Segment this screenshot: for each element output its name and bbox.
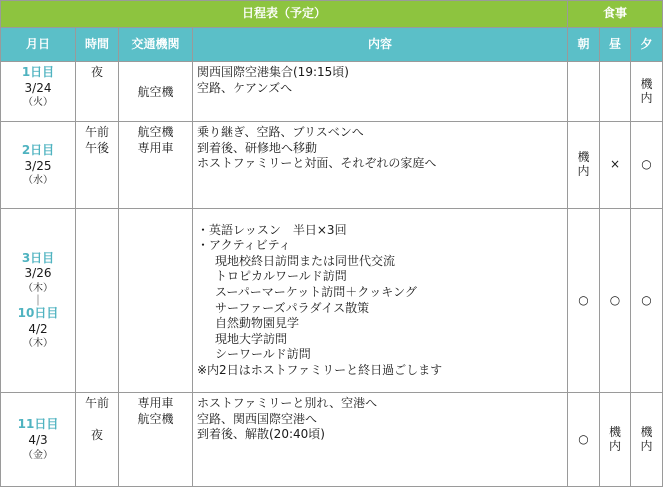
range-separator: ｜ [32, 294, 44, 307]
transport-label: 航空機 [137, 85, 174, 99]
meal-lunch [600, 62, 631, 122]
circle-mark: ○ [641, 292, 652, 307]
circle-mark: ○ [609, 292, 621, 307]
content-cell [193, 62, 568, 122]
meals-title: 食事 [568, 1, 663, 28]
transport-cell [119, 62, 193, 122]
content-line: 自然動物園見学 [215, 316, 300, 331]
time-label: 午後 [84, 140, 109, 155]
content-line: サーファーズパラダイス散策 [215, 300, 370, 315]
transport-label: 航空機 [137, 125, 174, 139]
transport-cell [119, 209, 193, 393]
weekday: （金） [23, 449, 53, 461]
month-day: 4/2 [28, 321, 48, 336]
transport-cell [119, 393, 193, 487]
meal-breakfast: 機内 [568, 122, 600, 209]
circle-mark: ○ [641, 157, 652, 172]
content-line: 現地校終日訪問または同世代交流 [215, 253, 396, 268]
date-cell [1, 209, 76, 393]
date-cell [1, 122, 76, 209]
weekday: （木） [23, 283, 53, 294]
day-label: 11日目 [17, 417, 59, 432]
col-breakfast: 朝 [568, 28, 600, 62]
month-day: 3/25 [24, 158, 52, 173]
month-day: 3/26 [24, 266, 52, 281]
weekday: （木） [23, 338, 53, 350]
time-label: 夜 [90, 427, 103, 442]
transport-label: 専用車 [137, 396, 174, 410]
content-line: ・英語レッスン 半日×3回 [197, 222, 347, 237]
weekday: （火） [23, 97, 53, 109]
meal-dinner: 機内 [631, 393, 663, 487]
col-time: 時間 [76, 28, 119, 62]
meal-dinner [631, 122, 663, 209]
meal-lunch: 機内 [600, 393, 631, 487]
transport-cell [119, 122, 193, 209]
day-label: 1日目 [21, 65, 55, 79]
meal-breakfast [568, 62, 600, 122]
col-lunch: 昼 [600, 28, 631, 62]
content-cell [193, 393, 568, 487]
time-label [76, 412, 118, 422]
day-label: 10日目 [17, 306, 59, 320]
content-line: ※内2日はホストファミリーと終日過ごします [197, 362, 443, 377]
date-cell [1, 393, 76, 487]
date-cell [1, 62, 76, 122]
content-line: ・アクティビティ [197, 238, 291, 253]
table-row [1, 122, 663, 209]
meal-dinner [631, 209, 663, 393]
title-row [1, 1, 663, 28]
time-cell [76, 393, 119, 487]
time-cell [76, 62, 119, 122]
weekday: （水） [23, 175, 53, 187]
table-row [1, 62, 663, 122]
content-cell [193, 122, 568, 209]
day-label: 3日目 [21, 250, 55, 265]
col-dinner: 夕 [631, 28, 663, 62]
content-line: トロピカルワールド訪問 [215, 269, 347, 284]
transport-label [119, 65, 192, 81]
transport-label: 専用車 [137, 140, 174, 155]
content-line: 関西国際空港集合(19:15頃) [197, 65, 349, 79]
content-line: スーパーマーケット訪問＋クッキング [215, 284, 417, 299]
col-date: 月日 [1, 28, 76, 62]
meal-breakfast [568, 393, 600, 487]
col-content: 内容 [193, 28, 568, 62]
content-line: 到着後、解散(20:40頃) [197, 427, 325, 442]
table-row [1, 393, 663, 487]
meal-dinner: 機内 [631, 62, 663, 122]
day-label: 2日目 [21, 142, 55, 157]
schedule-title: 日程表（予定） [1, 1, 568, 28]
table-row [1, 209, 663, 393]
content-line: 空路、ケアンズへ [197, 80, 293, 95]
time-cell [76, 122, 119, 209]
column-header-row [1, 28, 663, 62]
content-line: 現地大学訪問 [215, 331, 288, 346]
content-line: 乗り継ぎ、空路、ブリスベンへ [197, 125, 364, 139]
month-day: 4/3 [28, 433, 48, 447]
cross-mark: × [609, 157, 621, 172]
content-line: 空路、関西国際空港へ [197, 411, 318, 426]
content-line: シーワールド訪問 [215, 347, 311, 362]
meal-breakfast [568, 209, 600, 393]
transport-label: 航空機 [137, 411, 174, 426]
time-cell [76, 209, 119, 393]
content-line: 到着後、研修地へ移動 [197, 140, 318, 155]
content-cell [193, 209, 568, 393]
meal-lunch [600, 122, 631, 209]
col-transport: 交通機関 [119, 28, 193, 62]
month-day: 3/24 [24, 80, 52, 95]
meal-lunch [600, 209, 631, 393]
time-label: 午前 [84, 125, 109, 139]
content-line: ホストファミリーと対面、それぞれの家庭へ [197, 156, 437, 171]
time-label: 夜 [90, 65, 103, 79]
content-line: ホストファミリーと別れ、空港へ [197, 396, 378, 410]
circle-mark: ○ [578, 431, 589, 446]
time-label: 午前 [84, 396, 109, 410]
circle-mark: ○ [578, 292, 589, 307]
